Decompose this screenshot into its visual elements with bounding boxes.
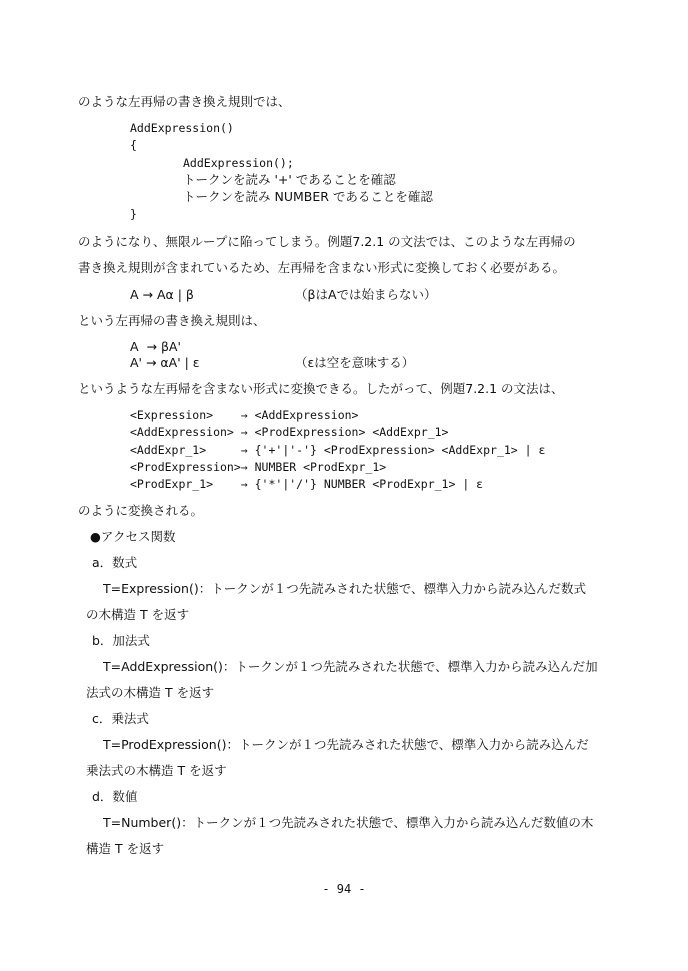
grammar-line: <AddExpression> → <ProdExpression> <AddExpr_1>	[130, 425, 449, 439]
item-heading: d．数値	[92, 789, 138, 804]
paragraph-line: のように変換される。	[78, 503, 204, 518]
intro-text: のような左再帰の書き換え規則では、	[78, 94, 291, 109]
section-heading: ●アクセス関数	[90, 529, 176, 544]
grammar-line: <AddExpr_1> → {'+'|'-'} <ProdExpression> <AddExpr_1> | ε	[130, 443, 546, 457]
code-line: AddExpression()	[130, 121, 234, 135]
item-description: T=AddExpression()：トークンが１つ先読みされた状態で、標準入力から読み込んだ加	[103, 659, 598, 674]
paragraph-line: という左再帰の書き換え規則は、	[78, 313, 266, 328]
item-heading: a．数式	[92, 555, 138, 570]
page-number: - 94 -	[322, 882, 366, 896]
rule-expression: A → Aα | β	[130, 287, 194, 302]
grammar-line: <ProdExpr_1> → {'*'|'/'} NUMBER <ProdExpr_1> | ε	[130, 477, 484, 491]
item-description: T=ProdExpression()：トークンが１つ先読みされた状態で、標準入力から読み込んだ	[103, 737, 589, 752]
grammar-line: <ProdExpression>→ NUMBER <ProdExpr_1>	[130, 460, 387, 474]
paragraph-line: のようになり、無限ループに陥ってしまう。例題7.2.1 の文法では、このような左再帰の	[78, 234, 576, 249]
code-line: トークンを読み '+' であることを確認	[183, 172, 396, 187]
item-description: 法式の木構造 T を返す	[86, 685, 215, 700]
code-line: }	[130, 207, 137, 221]
grammar-line: <Expression> → <AddExpression>	[130, 408, 359, 422]
code-line: AddExpression();	[183, 156, 294, 170]
item-heading: c．乗法式	[92, 711, 149, 726]
item-description: 構造 T を返す	[86, 841, 165, 856]
paragraph-line: 書き換え規則が含まれているため、左再帰を含まない形式に変換しておく必要がある。	[78, 260, 566, 275]
rule-note: （εは空を意味する）	[295, 355, 415, 370]
item-description: T=Number()：トークンが１つ先読みされた状態で、標準入力から読み込んだ数値の木	[103, 815, 594, 830]
rule-note: （βはAでは始まらない）	[295, 287, 437, 302]
paragraph-line: というような左再帰を含まない形式に変換できる。したがって、例題7.2.1 の文法は、	[78, 381, 564, 396]
item-description: 乗法式の木構造 T を返す	[86, 763, 227, 778]
item-description: T=Expression()：トークンが１つ先読みされた状態で、標準入力から読み込んだ数式	[103, 581, 586, 596]
rule-expression: A → βA'	[130, 339, 181, 354]
item-heading: b．加法式	[92, 633, 150, 648]
code-line: {	[130, 138, 137, 152]
rule-expression: A' → αA' | ε	[130, 355, 200, 370]
code-line: トークンを読み NUMBER であることを確認	[183, 189, 433, 204]
item-description: の木構造 T を返す	[86, 607, 190, 622]
